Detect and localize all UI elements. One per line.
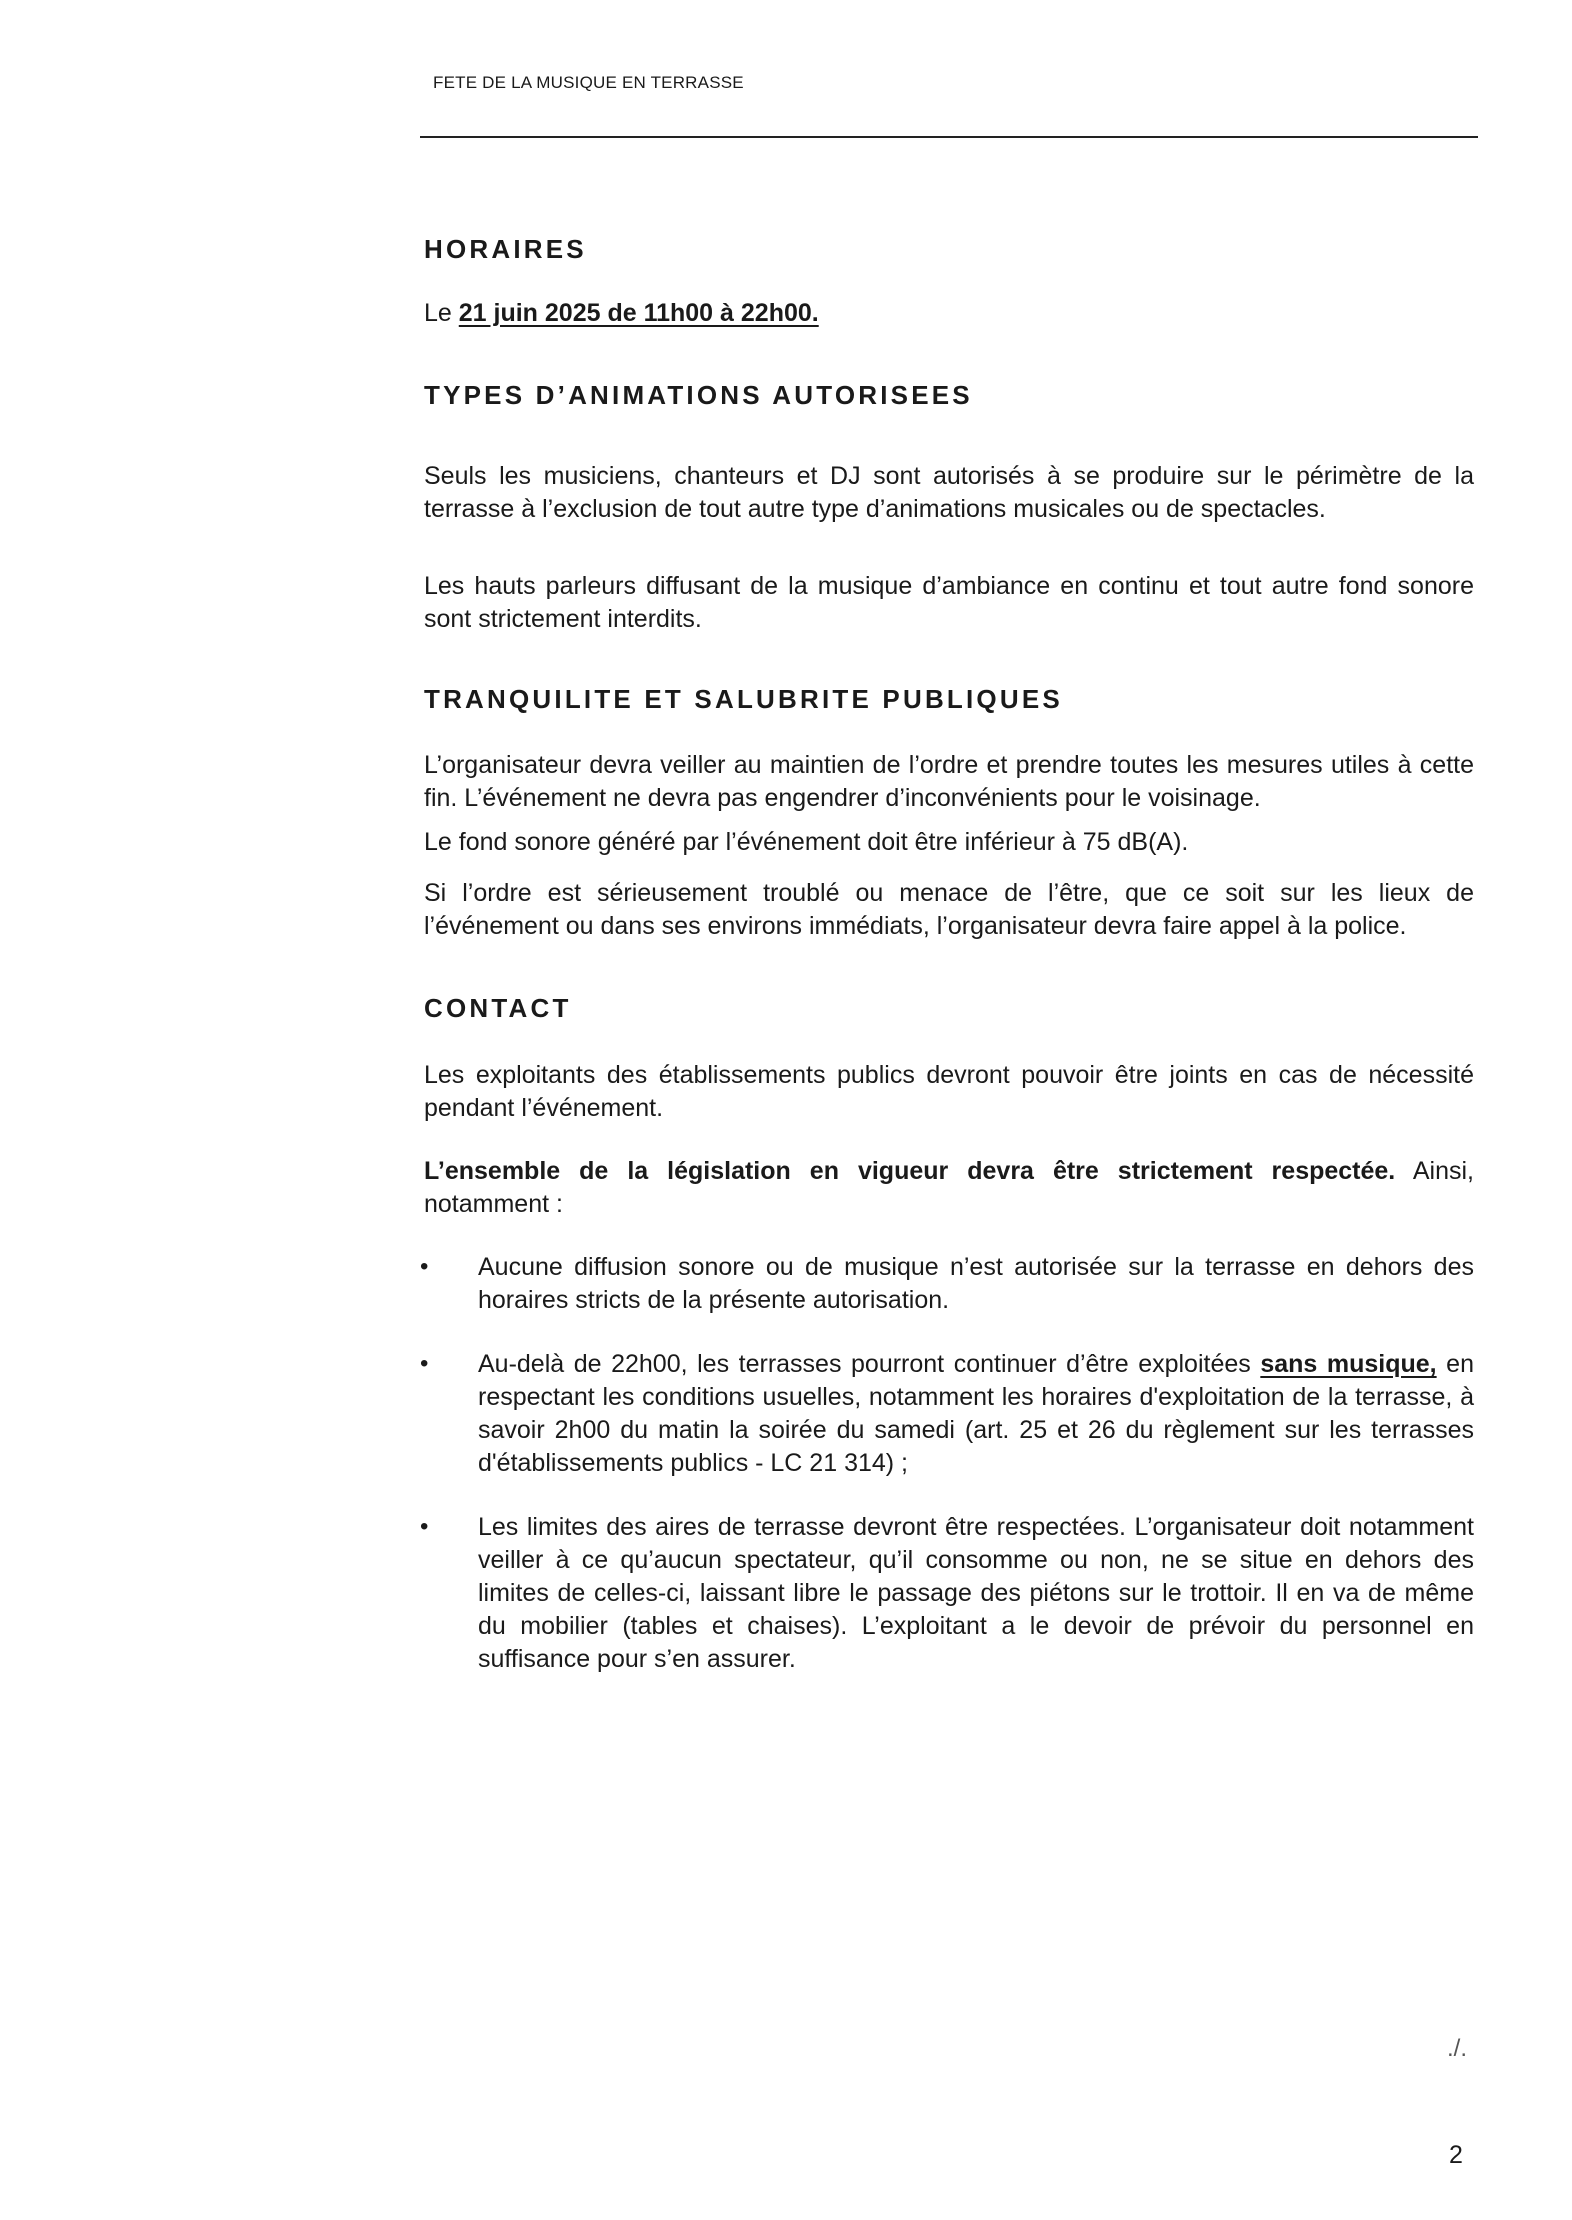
tranquilite-paragraph-2: Le fond sonore généré par l’événement doit être inférieur à 75 dB(A). (424, 828, 1189, 856)
horaires-date: 21 juin 2025 de 11h00 à 22h00. (458, 299, 819, 327)
tranquilite-paragraph-3: Si l’ordre est sérieusement troublé ou menace de l’être, que ce soit sur les lieux de l’événement ou dans ses environs immédiats, l’organisateur devra faire appel à la police. (424, 879, 1474, 940)
contact-paragraph-1: Les exploitants des établissements publics devront pouvoir être joints en cas de nécessité pendant l’événement. (424, 1061, 1474, 1122)
continuation-mark: ./. (1447, 2035, 1468, 2062)
section-heading-horaires: HORAIRES (424, 234, 587, 264)
page-number: 2 (1449, 2141, 1463, 2169)
bullet-3-marker: • (420, 1513, 429, 1540)
horaires-line (424, 297, 1474, 330)
header-rule (420, 136, 1478, 138)
contact-paragraph-2 (424, 1155, 1474, 1221)
animations-paragraph-2: Les hauts parleurs diffusant de la musique d’ambiance en continu et tout autre fond sonore sont strictement interdits. (424, 572, 1474, 633)
legislation-statement: L’ensemble de la législation en vigueur devra être strictement respectée. (424, 1157, 1396, 1185)
bullet-2-part-2: en respectant les conditions usuelles, notamment les horaires d'exploitation de la terrasse, à savoir 2h00 du matin la soirée du samedi (art. 25 et 26 du règlement sur les terrasses d'établissements publics - LC 21 314) ; (478, 1350, 1474, 1477)
bullet-2-text (478, 1348, 1474, 1480)
section-heading-tranquilite: TRANQUILITE ET SALUBRITE PUBLIQUES (424, 684, 1063, 714)
bullet-2-part-1: Au-delà de 22h00, les terrasses pourront continuer d’être exploitées (478, 1350, 1261, 1378)
running-header: FETE DE LA MUSIQUE EN TERRASSE (433, 73, 744, 92)
sans-musique-emphasis: sans musique, (1260, 1350, 1437, 1378)
bullet-1-marker: • (420, 1253, 429, 1280)
section-heading-contact: CONTACT (424, 993, 572, 1023)
bullet-1-text: Aucune diffusion sonore ou de musique n’est autorisée sur la terrasse en dehors des horaires stricts de la présente autorisation. (478, 1253, 1474, 1314)
tranquilite-paragraph-1: L’organisateur devra veiller au maintien de l’ordre et prendre toutes les mesures utiles à cette fin. L’événement ne devra pas engendrer d’inconvénients pour le voisinage. (424, 751, 1474, 812)
bullet-3-text: Les limites des aires de terrasse devront être respectées. L’organisateur doit notamment veiller à ce qu’aucun spectateur, qu’il consomme ou non, ne se situe en dehors des limites de celles-ci, laissant libre le passage des piétons sur le trottoir. Il en va de même du mobilier (tables et chaises). L’exploitant a le devoir de prévoir du personnel en suffisance pour s’en assurer. (478, 1513, 1474, 1673)
animations-paragraph-1: Seuls les musiciens, chanteurs et DJ sont autorisés à se produire sur le périmètre de la terrasse à l’exclusion de tout autre type d’animations musicales ou de spectacles. (424, 462, 1474, 523)
section-heading-animations: TYPES D’ANIMATIONS AUTORISEES (424, 380, 973, 410)
horaires-prefix: Le (424, 299, 459, 327)
bullet-2-marker: • (420, 1350, 429, 1377)
contact-paragraph-2-rest: Ainsi, notamment : (424, 1157, 1474, 1218)
